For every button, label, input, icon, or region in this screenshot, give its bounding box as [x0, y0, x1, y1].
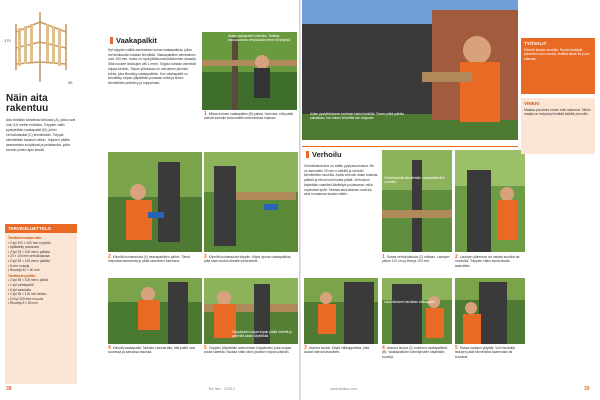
step7-num: 2 [455, 254, 458, 260]
hero-caption: Aidan pystyttämiseen tarvitaan kaksi henkilöä. Toinen pitää palkkia paikallaan, kun toinen kiinnittää sen tolppaan. [310, 112, 405, 121]
step7-caption [455, 255, 525, 268]
step10-num: 5 [455, 345, 458, 351]
materials-item: Tarvikkeet aitaan näin: [8, 236, 43, 240]
materials-title: TARVIKELUETTELO [5, 224, 77, 233]
step9-text: Asenna laudat (C) kolmeen vaakapalkkiin (B). Vaakapalkkien kiinnitykseen käytetään ruuveja. [382, 346, 448, 359]
section-title-vaakapalkit: Vaakapalkit [110, 36, 157, 45]
step9-num: 4 [382, 345, 385, 351]
materials-item: • 5 mm ruuveja [8, 263, 30, 268]
right-footer: www.teeitse.com [330, 387, 357, 391]
materials-box [5, 224, 77, 384]
materials-item: • 1 kpl valmisportti [8, 282, 34, 287]
materials-item: Tarvikkeet portille: [8, 273, 37, 278]
materials-item: • Ruuveja 42 × 60 mm [8, 268, 40, 273]
step5-text: Tolppien yläpäähän asennetaan tolppahattu, joka suojaa puuta sateelta. Naulaa hattu kiinni jokaisen tolpan päähän. [204, 346, 292, 355]
hint-title: VINKKI [524, 101, 540, 106]
photo-step3 [204, 152, 298, 252]
left-footer: Tee Itse · 2/2012 [208, 387, 235, 391]
photo-step9 [382, 278, 452, 344]
step3-text: Kiinnitä kulmaraudat tolppiin. Käytä apuna vaakapalkkia, jotta saat raudat oikealle korkeudelle. [204, 255, 292, 264]
diagram-label-depth: 35 [68, 80, 73, 85]
section-title-verhoilu: Verhoilu [306, 150, 342, 159]
materials-item: • 2 kpl 100 × 100 mm:n pylväs [8, 240, 51, 245]
step2-caption [108, 255, 202, 264]
photo8-caption: Laudoitukseen tarvitaan välikappale. [384, 300, 436, 304]
photo5-caption: Tolppahattu suojaa tolpan päätä vedeltä ja pidentää aidan käyttöikää. [232, 330, 292, 339]
step5-num: 5 [204, 345, 207, 351]
photo-step10 [455, 278, 525, 344]
step10-caption [455, 346, 525, 359]
materials-item: • 2 kpl 35 × 120 mm:n palkkia [8, 258, 50, 263]
materials-item: • 2 kpl 35 × 100 mm:n palkki [8, 278, 49, 283]
tip-title: TYÖVALIT [524, 41, 547, 46]
step4-num: 4 [108, 345, 111, 351]
section1-body: Nyt tolppien välille asennetaan kolme vaakapalkkia, joihin verhoilulaudat voidaan kiinnittää. Vaakapalkkien alimmainen noin 150 mm, mutta on hyvä jättää mahdollisimman alhaalla. Siitä nousee lankkujen väli 1 metri. Tolppia tuetaan valmiisiin tolppa-kenkiin. Tolpan yläosassa on vahvikeen pituinen kohta, joka kiinnittyy vaakapalkkiin. Kun vaakapalkit on kiinnitetty, tolpan yläpäähän porataan reikä ja siihen kiinnitetään peitelevy ja tolppahattu. [108, 48, 197, 85]
materials-item: • kyllästetty puutavara [8, 245, 40, 250]
step9-caption [382, 346, 452, 359]
materials-item: • Ruuveja 5 × 60 mm [8, 301, 38, 306]
left-page-number: 38 [6, 386, 12, 392]
photo-step4 [108, 278, 202, 344]
materials-item: • 1 kpl 35 × 120 mm lankku [8, 292, 47, 297]
photo-step2 [108, 152, 202, 252]
materials-list [5, 233, 77, 308]
hint-box [521, 98, 595, 154]
photo-step1 [202, 32, 297, 110]
spread-gutter [299, 0, 301, 400]
right-page-number: 39 [584, 386, 590, 392]
step2-num: 2 [108, 254, 111, 260]
step5-caption [204, 346, 298, 355]
left-intro: Aita tehdään kahdesta lohkosta (A), jotka ovat noin 3,6 metrin mittaisia. Tolppien väliin pystytetään vaakapalkit (B), joihin verhoilulaudat (C) kiinnitetään. Tolppia kiinnitetään tasaisin välein. Tolppien päälle asennetaan suojalistat ja peitelaudat, jotka kerroin yhden ajan kesää. [6, 118, 76, 152]
fence-diagram [2, 2, 80, 90]
section-divider [302, 146, 518, 147]
left-title: Näin aita rakentuu [6, 93, 49, 114]
tip-box [521, 38, 595, 94]
step3-caption [204, 255, 298, 264]
step6-caption [382, 255, 452, 264]
photo-step6 [382, 150, 452, 252]
hint-text: Maalaa puuaines ennen kuin rakennat. Silloin maalia on helpompi levittää kaikille pinnoille. [524, 108, 591, 117]
photo-step8 [304, 278, 378, 344]
step3-num: 3 [204, 254, 207, 260]
step1-text: Mittaa kolmen vaakapalkin (B) paikat. Varmista, että palkit tulevat samalle korkeudelle molemmissa tolpissa. [204, 112, 294, 121]
step7-text: Lautojen yläreunat voi sahata suoriksi tai muotoilla. Tolppien väliin aseta laudat tasavälein. [455, 255, 520, 268]
step8-text: Asenna laudat. Käytä välikappaletta, jotta laudat tulevat tasavälein. [304, 346, 370, 355]
step10-text: Sahaa lautojen yläpäät. Voit muotoilla lautojen päät esimerkiksi kaarevaksi tai suoraksi. [455, 346, 515, 359]
photo-step7 [455, 150, 525, 252]
step1-num: 1 [204, 111, 207, 117]
diagram-label-height: 170 [4, 38, 11, 43]
photo6-caption: Verhoilulaudat kiinnitetään vaakapalkkeihin ruuveilla. [384, 176, 445, 185]
materials-item: • 20 × 100 mm verhoilulautaa [8, 254, 50, 259]
materials-item: • 2 kpl 25 × 100 mm:n palkkia [8, 249, 50, 254]
step6-text: Sahaa verhoilulaudat (C) mittaan. Lautojen pituus 170 cm ja leveys 100 mm. [382, 255, 450, 264]
step8-caption [304, 346, 378, 355]
materials-item: • 6 kpl saranoita [8, 287, 31, 292]
section2-body: Verhoilulaudoitus on valittu pystysuunnassa. Ne on asennettu 20 mm:n väleillä ja verhoilu kiinnitetään ruuveilla. Aloita verhoilu aidan toisesta päästä ja etene kohti toista päätä. Verhoiluun käytetään valmiiksi käsiteltyä puutavaraa, mikä nopeuttaa työtä. Tarkista laudoituksen suoruus aina muutaman laudan välein. [304, 164, 378, 197]
step4-caption [108, 346, 202, 355]
step4-text: Kiinnitä vaakapalkit. Tarkista vesivaa'alla, että palkit ovat suorassa ja samassa tasossa. [108, 346, 196, 355]
step1-caption [204, 112, 296, 121]
tip-text: Kiinnitä laudat ruuveilla. Ruuvit kestävät paremmin kuin naulat, eivätkä lähde irti puun eläessä. [524, 48, 590, 61]
step2-text: Kiinnitä kulmaraudat (X) vaakapalkkien päihin. Tämä helpottaa asennusta ja pitää rakenteen tukevana. [108, 255, 190, 264]
materials-item: • 10 kpl 100 mm:n ruuvia [8, 296, 44, 301]
photo1-caption: Aseta vaakapalkki valmiiksi. Tarkista vaakasuoruus vesivaa'alla ennen kiinnitystä. [228, 34, 291, 43]
step8-num: 3 [304, 345, 307, 351]
step6-num: 1 [382, 254, 385, 260]
